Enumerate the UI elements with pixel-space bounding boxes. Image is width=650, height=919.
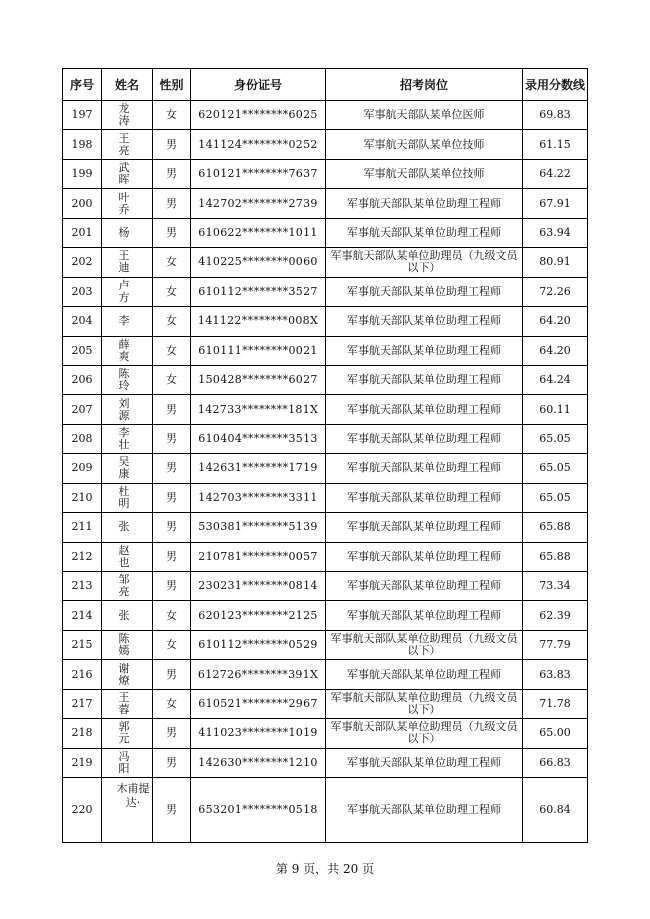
row-number: 220	[63, 778, 102, 843]
row-gender: 男	[153, 778, 191, 843]
table-row	[63, 336, 588, 365]
row-number: 200	[63, 189, 102, 218]
row-name: 郭元	[102, 719, 153, 748]
row-id-number: 610112********0529	[191, 630, 326, 659]
row-score: 65.00	[523, 719, 588, 748]
row-gender: 女	[153, 101, 191, 130]
row-name: 卢方	[102, 277, 153, 306]
row-name: 张	[102, 601, 153, 630]
row-id-number: 410225********0060	[191, 248, 326, 277]
row-score: 65.05	[523, 424, 588, 453]
row-name: 王亮	[102, 130, 153, 159]
row-id-number: 142631********1719	[191, 454, 326, 483]
header-row	[63, 69, 588, 101]
row-id-number: 210781********0057	[191, 542, 326, 571]
header-id: 身份证号	[191, 69, 326, 101]
row-id-number: 142630********1210	[191, 748, 326, 777]
row-id-number: 610521********2967	[191, 689, 326, 718]
row-score: 67.91	[523, 189, 588, 218]
table-row	[63, 307, 588, 336]
row-id-number: 142703********3311	[191, 483, 326, 512]
table-row	[63, 660, 588, 689]
row-position: 军事航天部队某单位技师	[326, 130, 523, 159]
table-row	[63, 130, 588, 159]
table-row	[63, 513, 588, 542]
row-number: 206	[63, 365, 102, 394]
row-gender: 男	[153, 130, 191, 159]
table-row	[63, 189, 588, 218]
row-gender: 男	[153, 748, 191, 777]
table-row	[63, 277, 588, 306]
row-gender: 男	[153, 159, 191, 188]
row-score: 63.94	[523, 218, 588, 247]
row-score: 72.26	[523, 277, 588, 306]
row-name: 叶乔	[102, 189, 153, 218]
row-number: 215	[63, 630, 102, 659]
row-id-number: 653201********0518	[191, 778, 326, 843]
row-gender: 女	[153, 307, 191, 336]
row-id-number: 620121********6025	[191, 101, 326, 130]
row-gender: 男	[153, 719, 191, 748]
row-gender: 女	[153, 601, 191, 630]
row-gender: 男	[153, 483, 191, 512]
row-position: 军事航天部队某单位助理工程师	[326, 424, 523, 453]
row-position: 军事航天部队某单位助理工程师	[326, 483, 523, 512]
row-name: 邹亮	[102, 572, 153, 601]
row-position: 军事航天部队某单位助理工程师	[326, 454, 523, 483]
table-row	[63, 601, 588, 630]
row-id-number: 620123********2125	[191, 601, 326, 630]
row-name: 薛爽	[102, 336, 153, 365]
row-score: 64.22	[523, 159, 588, 188]
roster-table	[62, 68, 588, 843]
row-name: 李	[102, 307, 153, 336]
row-name: 龙涛	[102, 101, 153, 130]
row-name: 木甫提达·	[102, 778, 153, 843]
row-number: 198	[63, 130, 102, 159]
row-id-number: 411023********1019	[191, 719, 326, 748]
table-row	[63, 719, 588, 748]
row-gender: 男	[153, 189, 191, 218]
table-row	[63, 572, 588, 601]
row-score: 60.84	[523, 778, 588, 843]
row-name: 刘源	[102, 395, 153, 424]
row-position: 军事航天部队某单位助理员（九级文员以下）	[326, 248, 523, 277]
row-position: 军事航天部队某单位助理工程师	[326, 601, 523, 630]
row-score: 61.15	[523, 130, 588, 159]
row-id-number: 141124********0252	[191, 130, 326, 159]
row-number: 216	[63, 660, 102, 689]
row-id-number: 610121********7637	[191, 159, 326, 188]
row-score: 62.39	[523, 601, 588, 630]
row-name: 张	[102, 513, 153, 542]
row-id-number: 142733********181X	[191, 395, 326, 424]
row-id-number: 612726********391X	[191, 660, 326, 689]
row-position: 军事航天部队某单位助理工程师	[326, 307, 523, 336]
row-score: 65.05	[523, 454, 588, 483]
table-row	[63, 748, 588, 777]
row-id-number: 610622********1011	[191, 218, 326, 247]
row-name: 杨	[102, 218, 153, 247]
header-name: 姓名	[102, 69, 153, 101]
row-number: 217	[63, 689, 102, 718]
table-row	[63, 689, 588, 718]
row-position: 军事航天部队某单位助理员（九级文员以下）	[326, 689, 523, 718]
header-position: 招考岗位	[326, 69, 523, 101]
row-position: 军事航天部队某单位助理工程师	[326, 660, 523, 689]
table-row	[63, 542, 588, 571]
row-number: 207	[63, 395, 102, 424]
row-position: 军事航天部队某单位助理工程师	[326, 336, 523, 365]
table-row	[63, 159, 588, 188]
row-number: 199	[63, 159, 102, 188]
row-name: 吴康	[102, 454, 153, 483]
row-gender: 女	[153, 248, 191, 277]
row-id-number: 150428********6027	[191, 365, 326, 394]
row-position: 军事航天部队某单位助理员（九级文员以下）	[326, 719, 523, 748]
table-row	[63, 248, 588, 277]
row-number: 201	[63, 218, 102, 247]
row-gender: 女	[153, 689, 191, 718]
row-score: 80.91	[523, 248, 588, 277]
row-name: 陈玲	[102, 365, 153, 394]
row-number: 208	[63, 424, 102, 453]
row-id-number: 610112********3527	[191, 277, 326, 306]
row-gender: 男	[153, 424, 191, 453]
row-score: 73.34	[523, 572, 588, 601]
row-number: 218	[63, 719, 102, 748]
table-row	[63, 365, 588, 394]
row-gender: 女	[153, 336, 191, 365]
row-score: 60.11	[523, 395, 588, 424]
row-score: 64.20	[523, 307, 588, 336]
row-number: 202	[63, 248, 102, 277]
row-position: 军事航天部队某单位医师	[326, 101, 523, 130]
table-row	[63, 778, 588, 843]
row-number: 213	[63, 572, 102, 601]
row-score: 64.20	[523, 336, 588, 365]
row-position: 军事航天部队某单位技师	[326, 159, 523, 188]
row-gender: 男	[153, 454, 191, 483]
row-number: 197	[63, 101, 102, 130]
table-row	[63, 454, 588, 483]
row-position: 军事航天部队某单位助理工程师	[326, 277, 523, 306]
row-number: 209	[63, 454, 102, 483]
row-gender: 男	[153, 395, 191, 424]
row-score: 64.24	[523, 365, 588, 394]
row-position: 军事航天部队某单位助理员（九级文员以下）	[326, 630, 523, 659]
row-id-number: 610404********3513	[191, 424, 326, 453]
row-score: 65.05	[523, 483, 588, 512]
row-number: 204	[63, 307, 102, 336]
row-position: 军事航天部队某单位助理工程师	[326, 748, 523, 777]
row-gender: 女	[153, 630, 191, 659]
row-position: 军事航天部队某单位助理工程师	[326, 542, 523, 571]
row-position: 军事航天部队某单位助理工程师	[326, 189, 523, 218]
row-gender: 女	[153, 277, 191, 306]
table-row	[63, 483, 588, 512]
row-gender: 男	[153, 218, 191, 247]
table-row	[63, 424, 588, 453]
table-row	[63, 218, 588, 247]
header-no: 序号	[63, 69, 102, 101]
header-score: 录用分数线	[523, 69, 588, 101]
row-score: 65.88	[523, 542, 588, 571]
row-score: 63.83	[523, 660, 588, 689]
row-gender: 男	[153, 542, 191, 571]
row-score: 69.83	[523, 101, 588, 130]
row-position: 军事航天部队某单位助理工程师	[326, 572, 523, 601]
row-name: 谢燎	[102, 660, 153, 689]
row-id-number: 141122********008X	[191, 307, 326, 336]
row-id-number: 530381********5139	[191, 513, 326, 542]
row-gender: 男	[153, 513, 191, 542]
row-name: 武晖	[102, 159, 153, 188]
header-gender: 性别	[153, 69, 191, 101]
row-score: 77.79	[523, 630, 588, 659]
row-name: 陈嫣	[102, 630, 153, 659]
row-name: 王迪	[102, 248, 153, 277]
row-id-number: 230231********0814	[191, 572, 326, 601]
row-number: 210	[63, 483, 102, 512]
row-name: 杜明	[102, 483, 153, 512]
row-gender: 女	[153, 365, 191, 394]
row-position: 军事航天部队某单位助理工程师	[326, 395, 523, 424]
row-number: 205	[63, 336, 102, 365]
page-footer: 第 9 页，共 20 页	[275, 862, 375, 876]
row-number: 211	[63, 513, 102, 542]
row-position: 军事航天部队某单位助理工程师	[326, 218, 523, 247]
row-id-number: 610111********0021	[191, 336, 326, 365]
row-number: 203	[63, 277, 102, 306]
row-number: 212	[63, 542, 102, 571]
row-name: 李壮	[102, 424, 153, 453]
row-score: 65.88	[523, 513, 588, 542]
row-score: 71.78	[523, 689, 588, 718]
table-row	[63, 101, 588, 130]
row-position: 军事航天部队某单位助理工程师	[326, 513, 523, 542]
row-position: 军事航天部队某单位助理工程师	[326, 365, 523, 394]
row-number: 214	[63, 601, 102, 630]
table-row	[63, 395, 588, 424]
table-row	[63, 630, 588, 659]
row-number: 219	[63, 748, 102, 777]
row-gender: 男	[153, 660, 191, 689]
row-position: 军事航天部队某单位助理工程师	[326, 778, 523, 843]
row-gender: 男	[153, 572, 191, 601]
row-name: 冯阳	[102, 748, 153, 777]
row-score: 66.83	[523, 748, 588, 777]
row-name: 王蓉	[102, 689, 153, 718]
row-name: 赵也	[102, 542, 153, 571]
row-id-number: 142702********2739	[191, 189, 326, 218]
